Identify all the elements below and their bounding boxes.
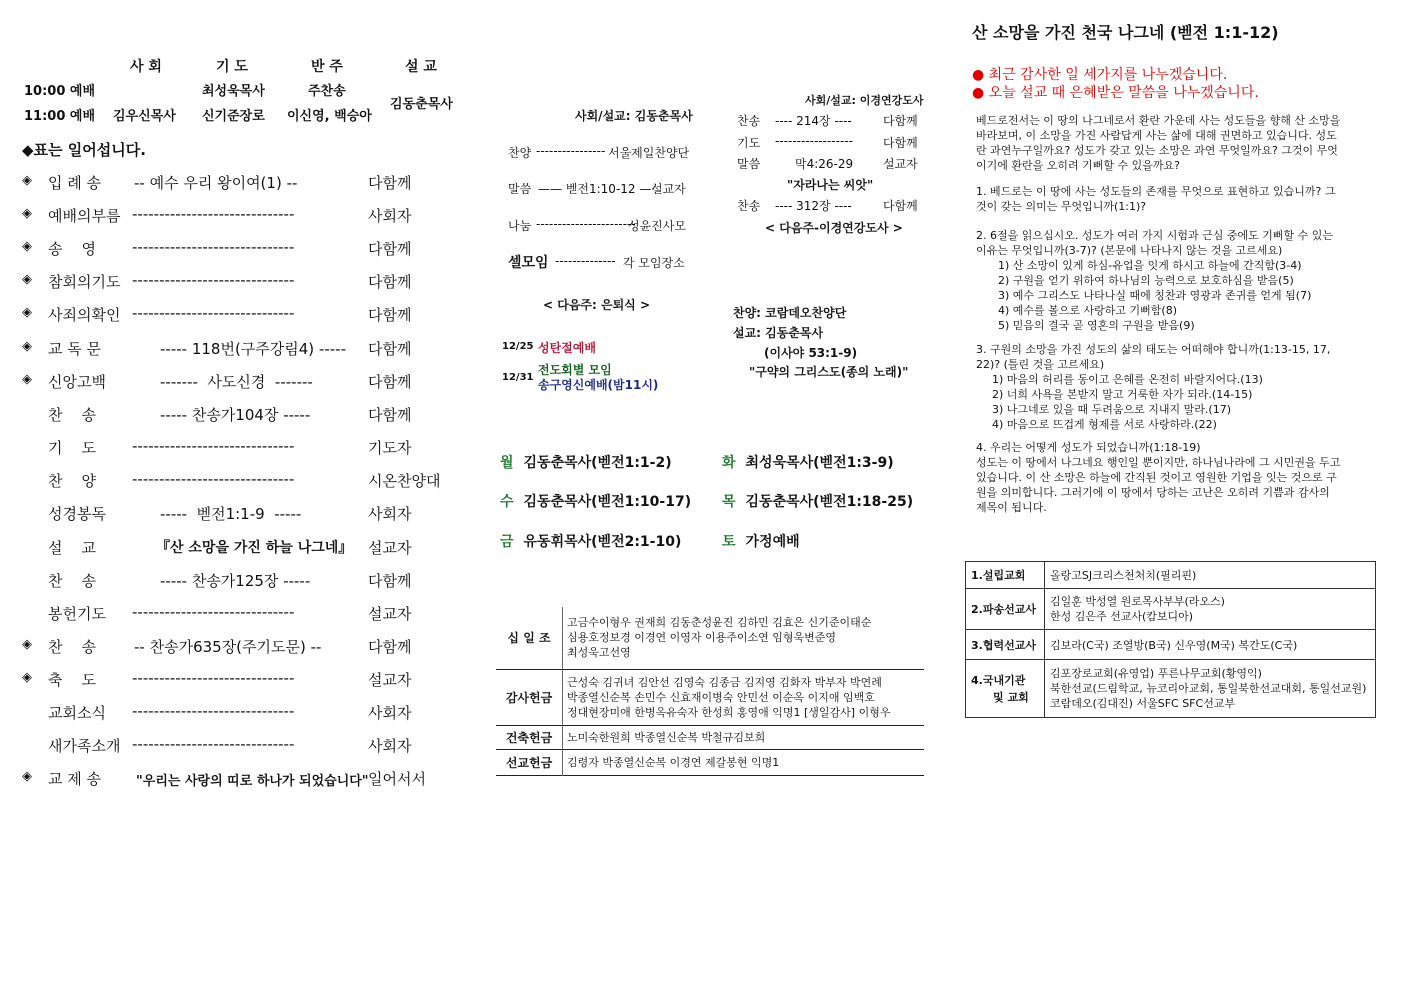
offering-names [563,749,925,775]
order-item [22,669,458,689]
mission-line: 김일훈 박성열 원로목사부부(라오스) [1050,595,1225,608]
afternoon-dash: ----------------------- [536,217,636,231]
offering-line: 김령자 박종열신순복 이경연 제갈봉현 익명1 [567,756,780,769]
event-name: 성탄절예배 [538,341,596,355]
afternoon-next-week: < 다음주: 은퇴식 > [543,298,650,312]
stand-marker: ◈ [22,372,32,387]
mission-line: 한성 김은주 선교사(캄보디아) [1050,610,1194,623]
christmas-passage: (이사야 53:1-9) [764,346,858,360]
mission-label-line: 4.국내기관 [971,673,1026,687]
header-accompaniment: 반 주 [311,59,343,75]
order-item-role: 다함께 [368,174,412,192]
offering-row [496,749,924,775]
order-item-detail: ------------------------------ [132,205,295,223]
option-line: 3) 예수 그리스도 나타나실 때에 칭찬과 영광과 존귀를 얻게 됨(7) [998,289,1312,302]
evening-title: "자라나는 씨앗" [787,178,874,192]
evening-heading: 사회/설교: 이경연강도사 [805,94,924,107]
text-line: 란 과연누구일까요? 성도가 갖고 있는 소망은 과연 무엇일까요? 그것이 무엇 [976,144,1338,157]
question-1 [976,184,1335,214]
order-item [22,503,458,523]
order-item-detail: ------------------------------ [132,437,295,455]
header-leader: 사 회 [130,59,162,75]
evening-detail: ------------------ [775,134,853,148]
order-item-role: 다함께 [368,306,412,324]
afternoon-value: 서울제일찬양단 [608,146,690,160]
order-item-name: 성경봉독 [48,505,106,523]
mission-names [1045,589,1376,630]
order-item-detail: ------- 사도신경 ------- [160,373,313,391]
header-sermon: 설 교 [405,59,437,75]
order-item-name: 새가족소개 [48,737,121,755]
mission-line: 김보라(C국) 조열방(B국) 신우영(M국) 복간도(C국) [1050,638,1298,652]
bullet-text: 최근 감사한 일 세가지를 나누겠습니다. [988,67,1228,83]
order-item-role: 설교자 [368,671,412,689]
evening-detail: ---- 312장 ---- [775,199,852,213]
event-name-2: 송구영신예배(밤11시) [538,378,659,392]
day-leader: 가정예배 [745,534,800,550]
mission-row [966,630,1376,660]
order-item-role: 설교자 [368,605,412,623]
mission-names [1045,660,1376,718]
order-item-role: 다함께 [368,340,412,358]
afternoon-heading: 사회/설교: 김동춘목사 [575,109,693,123]
stand-marker: ◈ [22,305,32,320]
order-item-name: 참회의기도 [48,273,121,291]
evening-label: 찬송 [737,199,761,213]
option-line: 4) 예수를 볼으로 사랑하고 기뻐함(8) [998,304,1177,317]
option-line: 3) 나그네로 있을 때 두려움으로 지내지 말라.(17) [992,403,1231,416]
order-item [22,735,458,755]
mission-line: 김포장로교회(유영업) 푸른나무교회(황영익) [1050,667,1262,680]
order-item-name: 교 제 송 [48,770,102,788]
order-item-name: 찬 양 [48,472,97,490]
day-label: 월 [500,455,514,471]
daily-item [500,452,672,472]
offering-line: 고금수이형우 권재희 김동춘성윤진 김하민 김효은 신기준이태순 [567,616,872,630]
order-item [22,603,458,623]
order-item-role: 사회자 [368,207,412,225]
day-leader: 김동춘목사(벧전1:18-25) [745,494,914,510]
order-item-name: 송 영 [48,240,97,258]
bullet-text: 오늘 설교 때 은혜받은 말씀을 나누겠습니다. [988,85,1259,101]
daily-item [722,491,913,511]
order-item-name: 입 례 송 [48,174,102,192]
offering-line: 근성숙 김귀녀 김안선 김영숙 김종금 김지영 김화자 박부자 박연례 [567,675,882,689]
study-bullet [972,64,1227,84]
option-line: 5) 믿음의 결국 곧 영혼의 구원을 받음(9) [998,319,1195,332]
order-item [22,172,458,192]
order-item-detail: ------------------------------ [132,669,295,687]
option-line: 1) 산 소망이 있게 하심-유업을 잇게 하시고 하늘에 간직함(3-4) [998,259,1302,272]
evening-role: 다함께 [883,199,918,213]
text-line: 이유는 무엇입니까(3-7)? (본문에 나타나지 않는 것을 고르세요) [976,244,1283,257]
order-item-detail: ----- 찬송가104장 ----- [160,406,311,424]
mission-row [966,589,1376,630]
order-item [22,636,458,656]
order-item-detail: ------------------------------ [132,238,295,256]
order-item-detail: ------------------------------ [132,603,295,621]
text-line: 4. 우리는 어떻게 성도가 되었습니까(1:18-19) [976,441,1201,454]
afternoon-label: 나눔 [508,219,532,233]
option-line: 2) 구원을 얻기 위하여 하나님의 능력으로 보호하심을 받음(5) [998,274,1294,287]
order-item-name: 교 독 문 [48,340,102,358]
afternoon-value: 설교자 [651,182,686,196]
text-line: 바라보며, 이 소망을 가진 사람답게 사는 삶에 대해 권면하고 있습니다. 성도 [976,129,1337,142]
order-item [22,437,458,457]
fellowship-song: "우리는 사랑의 띠로 하나가 되었습니다" [136,774,369,789]
bullet-icon: ● [972,85,985,101]
order-item-detail: ------------------------------ [132,304,295,322]
order-item-detail: ------------------------------ [132,271,295,289]
mission-names [1045,562,1376,589]
preacher-name: 김동춘목사 [390,97,453,112]
order-item [22,404,458,424]
day-leader: 유동휘목사(벧전2:1-10) [523,534,682,550]
christmas-title: "구약의 그리스도(종의 노래)" [749,365,909,379]
order-item-name: 사죄의확인 [48,306,121,324]
offering-line: 정대현장미애 한병옥유숙자 한성희 홍영애 익명1 [생일감사] 이형우 [567,705,891,719]
offering-line: 심용호정보경 이경연 이영자 이용주이소연 임형욱변준영 [567,631,837,645]
daily-item [500,531,681,551]
order-item [22,702,458,722]
afternoon-value: 각 모임장소 [623,256,685,270]
day-leader: 김동춘목사(벧전1:1-2) [523,455,672,471]
afternoon-dash: —— 벧전1:10-12 —· [538,182,656,196]
mission-label-line: 및 교회 [993,690,1029,704]
mission-label: 1.설립교회 [966,562,1045,589]
order-item-role: 사회자 [368,505,412,523]
service-2-accomp: 이신영, 백승아 [287,109,372,124]
order-item-detail: ------------------------------ [132,470,295,488]
service-2-label: 11:00 예배 [24,109,96,124]
order-item-detail: ----- 118번(구주강림4) ----- [160,340,346,358]
sermon-title: 『산 소망을 가진 하늘 나그네』 [156,540,353,556]
day-label: 금 [500,534,514,550]
order-item [22,570,458,590]
day-leader: 김동춘목사(벧전1:10-17) [523,494,692,510]
service-1-accomp: 주찬송 [308,84,346,99]
order-item [22,338,458,358]
option-line: 2) 너희 사욕을 본받지 말고 거룩한 자가 되라.(14-15) [992,388,1253,401]
mission-label: 3.협력선교사 [966,630,1045,660]
stand-marker: ◈ [22,272,32,287]
order-item-detail: ----- 찬송가125장 ----- [160,572,311,590]
order-item-name: 찬 송 [48,572,97,590]
order-item [22,371,458,391]
stand-marker: ◈ [22,239,32,254]
offering-line: 노미숙한원희 박종열신순복 박철규김보희 [567,731,766,744]
mission-row [966,562,1376,589]
question-4 [976,440,1340,515]
order-item-name: 찬 송 [48,638,97,656]
study-intro [976,113,1340,173]
text-line: 제목이 됩니다. [976,501,1047,514]
text-line: 것이 갖는 의미는 무엇입니까(1:1)? [976,200,1147,213]
text-line: 성도는 이 땅에서 나그네요 행인일 뿐이지만, 하나님나라에 그 시민권을 두고 [976,456,1341,469]
offering-label: 십 일 조 [496,607,563,669]
text-line: 있습니다. 이 산 소망은 하늘에 간직된 것이고 영원한 기업을 잇는 것으로 구 [976,471,1337,484]
order-item-detail: -- 예수 우리 왕이여(1) -- [134,174,298,192]
day-label: 토 [722,534,736,550]
question-3 [976,342,1330,432]
offering-label: 선교헌금 [496,749,563,775]
order-item-name: 봉헌기도 [48,605,106,623]
daily-item [722,452,894,472]
evening-role: 다함께 [883,136,918,150]
order-item-name: 축 도 [48,671,97,689]
text-line: 베드로전서는 이 땅의 나그네로서 환란 가운데 사는 성도들을 향해 산 소망을 [976,114,1341,127]
service-2-leader: 김우신목사 [113,109,176,124]
daily-item [722,531,800,551]
order-item-detail: ------------------------------ [132,702,295,720]
offering-line: 최성욱고선영 [567,646,631,660]
evening-role: 다함께 [883,114,918,128]
evening-detail: ---- 214장 ---- [775,114,852,128]
header-prayer: 기 도 [216,59,248,75]
evening-role: 설교자 [883,157,918,171]
mission-line: 올랑고SJ크리스천처치(필리핀) [1050,569,1197,582]
text-line: 22)? (틀린 것을 고르세요) [976,358,1105,371]
order-item-name: 설 교 [48,539,97,557]
day-leader: 최성욱목사(벧전1:3-9) [745,455,894,471]
afternoon-label: 셀모임 [508,255,549,271]
option-line: 4) 마음으로 뜨겁게 형제를 서로 사랑하라.(22) [992,418,1217,431]
christmas-sermon: 설교: 김동춘목사 [733,326,824,340]
offering-names [563,669,925,725]
order-item-role: 일어서서 [368,770,426,788]
mission-line: 북한선교(드림학교, 뉴코리아교회, 통일북한선교대회, 통일선교원) [1050,682,1367,695]
order-item-role: 다함께 [368,373,412,391]
order-item-role: 기도자 [368,439,412,457]
order-item [22,304,458,324]
christmas-praise: 찬양: 코람데오찬양단 [733,306,847,320]
bullet-icon: ● [972,67,985,83]
text-line: 원을 의미합니다. 그러기에 이 땅에서 당하는 고난은 오히려 기쁨과 감사의 [976,486,1330,499]
missions-table [965,561,1376,718]
order-item-role: 다함께 [368,638,412,656]
text-line: 이기에 환란을 오히려 기뻐할 수 있을까요? [976,159,1180,172]
offering-row [496,607,924,669]
offering-names [563,607,925,669]
study-title: 산 소망을 가진 천국 나그네 (벧전 1:1-12) [972,23,1279,42]
evening-label: 찬송 [737,114,761,128]
mission-label: 2.파송선교사 [966,589,1045,630]
day-label: 목 [722,494,736,510]
order-item-role: 다함께 [368,572,412,590]
mission-row [966,660,1376,718]
mission-line: 코람데오(김대진) 서울SFC SFC선교부 [1050,697,1236,710]
day-label: 수 [500,494,514,510]
order-item-role: 사회자 [368,704,412,722]
order-item-name: 교회소식 [48,704,106,722]
order-item-role: 사회자 [368,737,412,755]
afternoon-dash: ---------------- [536,144,606,158]
study-bullet [972,82,1259,102]
order-item-detail: ----- 벧전1:1-9 ----- [160,505,302,523]
evening-label: 기도 [737,136,761,150]
order-item-name: 신앙고백 [48,373,106,391]
service-1-prayer: 최성욱목사 [202,84,265,99]
offering-line: 박종열신순복 손민수 신효재이병숙 안민선 이순옥 이지애 임백호 [567,690,875,704]
service-1-label: 10:00 예배 [24,84,96,99]
text-line: 3. 구원의 소망을 가진 성도의 삶의 태도는 어떠해야 합니까(1:13-15, 17, [976,343,1331,356]
offering-row [496,669,924,725]
stand-marker: ◈ [22,339,32,354]
offering-table [496,607,924,776]
evening-next-week: < 다음주-이경연강도사 > [765,221,903,235]
order-item-name: 예배의부름 [48,207,121,225]
order-item-role: 다함께 [368,406,412,424]
event-name: 전도회별 모임 [538,363,612,377]
order-item [22,238,458,258]
offering-label: 감사헌금 [496,669,563,725]
order-item-name: 기 도 [48,439,97,457]
question-2 [976,228,1333,333]
stand-marker: ◈ [22,173,32,188]
afternoon-label: 말씀 [508,182,532,196]
order-item-role: 설교자 [368,539,412,557]
evening-detail: 막4:26-29 [795,157,854,171]
stand-marker: ◈ [22,670,32,685]
order-item-name: 찬 송 [48,406,97,424]
stand-marker: ◈ [22,769,32,784]
afternoon-dash: -------------- [555,254,616,268]
order-item-role: 다함께 [368,240,412,258]
order-item [22,537,458,557]
stand-marker: ◈ [22,637,32,652]
option-line: 1) 마음의 허리를 동이고 은혜를 온전히 바랄지어다.(13) [992,373,1263,386]
offering-row [496,725,924,749]
order-item [22,768,458,788]
order-item [22,271,458,291]
daily-item [500,491,691,511]
offering-label: 건축헌금 [496,725,563,749]
text-line: 1. 베드로는 이 땅에 사는 성도들의 존재를 무엇으로 표현하고 있습니까? 그 [976,185,1336,198]
event-date: 12/31 [502,372,534,383]
mission-names [1045,630,1376,660]
mission-label [966,660,1045,718]
afternoon-value: 성윤진사모 [628,219,686,233]
offering-names [563,725,925,749]
day-label: 화 [722,455,736,471]
afternoon-label: 찬양 [508,146,532,160]
text-line: 2. 6절을 읽으십시오. 성도가 여러 가지 시험과 근심 중에도 기뻐할 수 있는 [976,229,1333,242]
order-item [22,205,458,225]
order-item [22,470,458,490]
stand-marker: ◈ [22,206,32,221]
order-item-role: 다함께 [368,273,412,291]
order-item-detail: ------------------------------ [132,735,295,753]
service-2-prayer: 신기준장로 [202,109,265,124]
order-item-detail: -- 찬송가635장(주기도문) -- [134,638,322,656]
evening-label: 말씀 [737,157,761,171]
event-date: 12/25 [502,341,534,352]
stand-note: ◆표는 일어섭니다. [22,141,146,159]
order-item-role: 시온찬양대 [368,472,441,490]
